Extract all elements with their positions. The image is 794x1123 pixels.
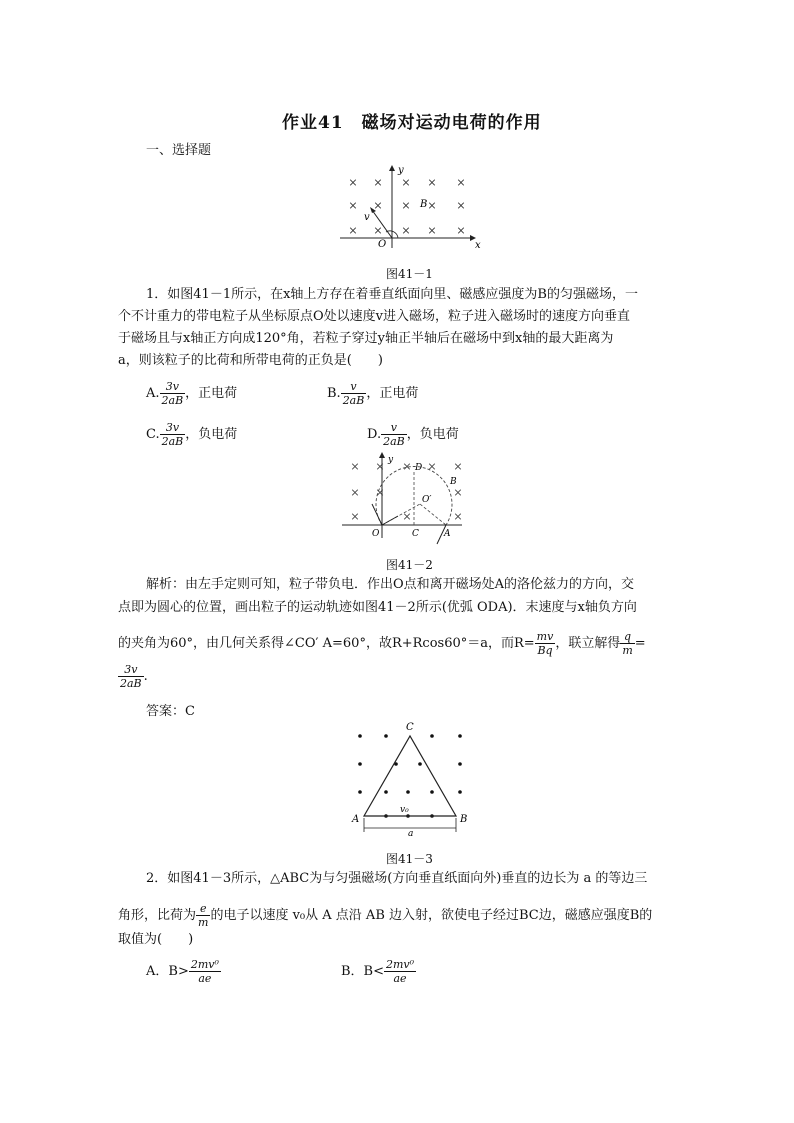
force-vector xyxy=(382,516,398,525)
velocity-vector xyxy=(372,504,382,525)
label-B: B xyxy=(460,814,468,825)
label-y: y xyxy=(388,455,394,465)
field-marker: × xyxy=(350,486,360,499)
figure-41-1 xyxy=(340,162,480,250)
fraction-q-over-m: $\frac{q}{m}$ xyxy=(622,630,633,657)
q1-option-d[interactable] xyxy=(367,421,459,448)
y-axis-arrow xyxy=(379,452,385,458)
figure-41-2 xyxy=(342,452,472,548)
label-v: v xyxy=(364,212,370,223)
triangle-ABC xyxy=(364,736,456,816)
option-text: ，正电荷 xyxy=(366,386,419,401)
label-A: A xyxy=(444,529,451,539)
q1-option-c[interactable] xyxy=(146,421,237,448)
label-C: C xyxy=(412,529,419,539)
label-O-prime: O′ xyxy=(422,495,432,505)
field-marker: × xyxy=(348,224,358,237)
trajectory-arc xyxy=(376,467,452,525)
option-text: ，负电荷 xyxy=(406,427,459,442)
answer-1: 答案：C xyxy=(146,704,195,719)
field-marker: × xyxy=(427,199,437,212)
solution-line-3: 的夹角为60°，由几何关系得∠CO′ A=60°，故R+Rcos60°＝a，而R= $\frac{mv}{Bq}$ ，联立解得 $\frac{q}{m}$ = xyxy=(118,630,646,657)
label-D: D xyxy=(415,463,423,473)
field-marker: × xyxy=(453,510,463,523)
option-letter: B. xyxy=(327,386,341,401)
q2-line-3: 取值为( ) xyxy=(118,932,194,947)
page-title: 作业41 磁场对运动电荷的作用 xyxy=(282,113,542,133)
option-text: ，正电荷 xyxy=(185,386,238,401)
fraction-e-over-m: $\frac{e}{m}$ xyxy=(198,902,209,929)
field-marker: × xyxy=(375,486,385,499)
fraction: $\frac{v}{2aB}$ xyxy=(342,380,365,407)
label-C: C xyxy=(406,722,414,733)
field-marker: × xyxy=(373,199,383,212)
field-marker: × xyxy=(375,460,385,473)
label-y: y xyxy=(398,165,404,176)
figure-caption-41-2: 图41－2 xyxy=(386,558,433,572)
label-A: A xyxy=(352,814,360,825)
q1-line-1: 1．如图41－1所示，在x轴上方存在着垂直纸面向里、磁感应强度为B的匀强磁场，一 xyxy=(146,287,638,302)
q2-option-a[interactable] xyxy=(146,958,221,985)
radius-line xyxy=(420,504,446,525)
fraction: $\frac{\text{2mv⁰}}{ae}$ xyxy=(190,958,219,985)
field-marker: × xyxy=(456,224,466,237)
field-marker: × xyxy=(427,460,437,473)
field-marker: × xyxy=(453,486,463,499)
field-marker: × xyxy=(456,199,466,212)
figure-caption-41-3: 图41－3 xyxy=(386,852,433,866)
fraction: $\frac{3v}{2aB}$ xyxy=(161,380,184,407)
section-heading: 一、选择题 xyxy=(146,143,212,158)
label-B: B xyxy=(450,477,457,487)
q1-option-a[interactable] xyxy=(146,380,237,407)
q2-line-1: 2．如图41－3所示，△ABC为与匀强磁场(方向垂直纸面向外)垂直的边长为 a 的等边三 xyxy=(146,871,648,886)
q2-line-2: 角形，比荷为 $\frac{e}{m}$ 的电子以速度 v₀从 A 点沿 AB 边入射，欲使电子经过BC边，磁感应强度B的 xyxy=(118,902,653,929)
solution-line-1: 解析：由左手定则可知，粒子带负电．作出O点和离开磁场处A的洛伦兹力的方向，交 xyxy=(146,577,635,592)
field-marker: × xyxy=(373,176,383,189)
q1-option-b[interactable] xyxy=(327,380,418,407)
q1-line-3: 于磁场且与x轴正方向成120°角，若粒子穿过y轴正半轴后在磁场中到x轴的最大距离为 xyxy=(118,331,614,346)
field-marker: × xyxy=(402,510,412,523)
field-marker: × xyxy=(402,460,412,473)
label-B: B xyxy=(420,199,428,210)
fraction-R: $\frac{mv}{Bq}$ xyxy=(536,630,554,657)
field-marker: × xyxy=(350,460,360,473)
q2-option-b[interactable] xyxy=(341,958,416,985)
figure-41-3 xyxy=(348,724,472,842)
figure-caption-41-1: 图41－1 xyxy=(386,267,433,281)
field-marker: × xyxy=(373,224,383,237)
fraction-answer: $\frac{3v}{2aB}$ xyxy=(120,663,142,690)
fraction: $\frac{3v}{2aB}$ xyxy=(161,421,184,448)
field-dots xyxy=(358,734,462,818)
field-marker: × xyxy=(348,199,358,212)
label-x: x xyxy=(475,240,481,251)
fraction: $\frac{v}{2aB}$ xyxy=(383,421,405,448)
field-marker: × xyxy=(401,224,411,237)
field-marker: × xyxy=(453,460,463,473)
solution-line-2: 点即为圆心的位置，画出粒子的运动轨迹如图41－2所示(优弧 ODA)．末速度与x轴负方向 xyxy=(118,600,637,615)
solution-line-4: $\frac{3v}{2aB}$ . xyxy=(120,663,148,690)
label-side-a: a xyxy=(408,829,414,839)
field-marker: × xyxy=(401,199,411,212)
option-letter: B．B< xyxy=(341,964,384,979)
q1-line-4: a，则该粒子的比荷和所带电荷的正负是( ) xyxy=(118,353,383,368)
label-v0: v₀ xyxy=(400,805,409,815)
y-axis-arrow xyxy=(389,165,395,171)
option-letter: A. xyxy=(146,386,160,401)
field-marker: × xyxy=(456,176,466,189)
option-text: ，负电荷 xyxy=(185,427,238,442)
option-letter: C. xyxy=(146,427,160,442)
field-marker: × xyxy=(427,176,437,189)
field-marker: × xyxy=(427,224,437,237)
fraction: $\frac{\text{2mv⁰}}{ae}$ xyxy=(386,958,415,985)
label-origin: O xyxy=(378,239,387,250)
label-origin: O xyxy=(372,529,380,539)
option-letter: D. xyxy=(367,427,382,442)
q1-line-2: 个不计重力的带电粒子从坐标原点O处以速度v进入磁场，粒子进入磁场时的速度方向垂直 xyxy=(118,309,631,324)
option-letter: A．B> xyxy=(146,964,189,979)
field-marker: × xyxy=(350,510,360,523)
field-marker: × xyxy=(401,176,411,189)
field-marker: × xyxy=(348,176,358,189)
